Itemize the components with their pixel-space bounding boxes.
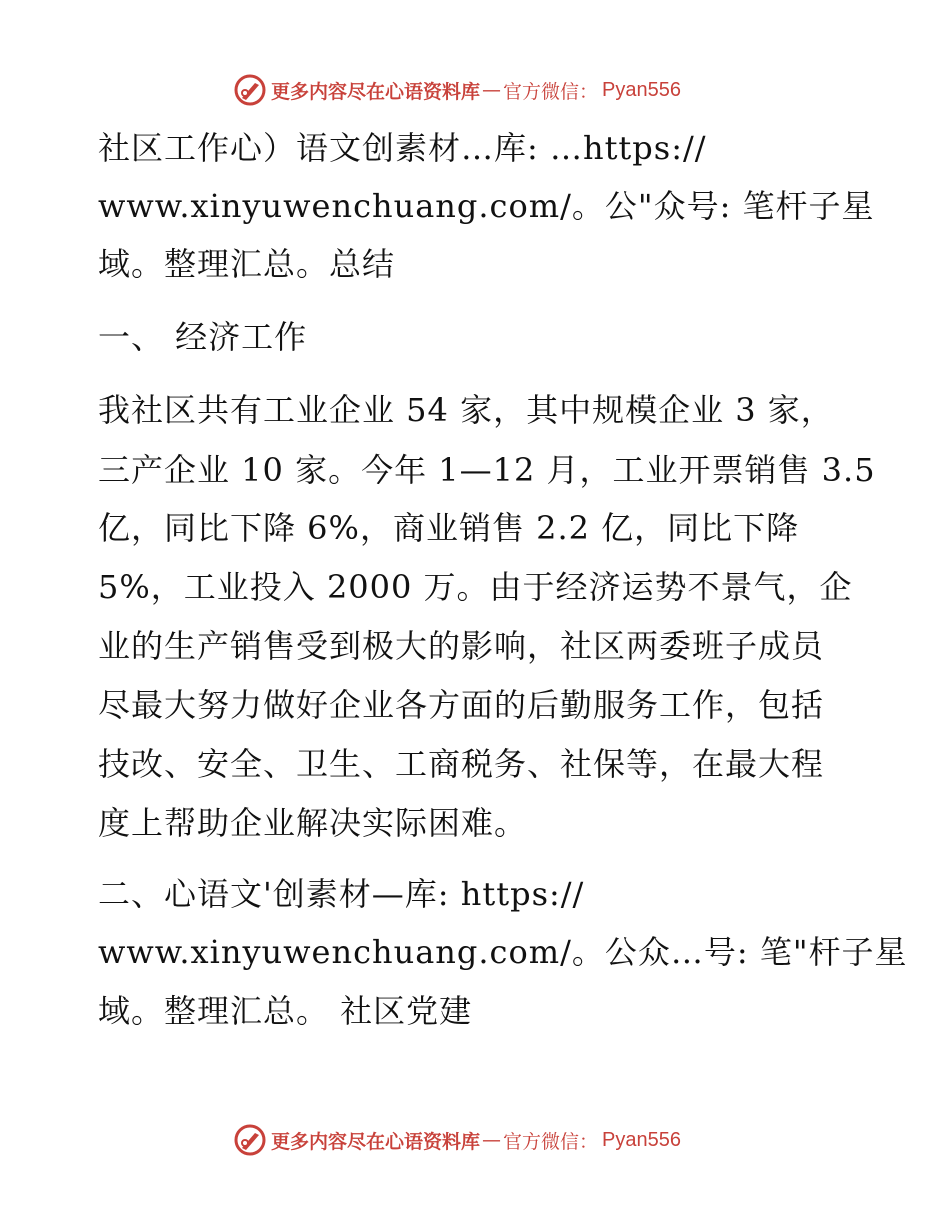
text-line: www.xinyuwenchuang.com/。公众…号: 笔"杆子星 xyxy=(98,933,908,971)
footer-banner xyxy=(233,1122,713,1158)
quill-pen-circle-icon xyxy=(233,73,267,107)
section-heading: 一、 经济工作 xyxy=(98,318,308,356)
banner-text: 更多内容尽在心语资料库 xyxy=(271,80,481,103)
text-line: 尽最大努力做好企业各方面的后勤服务工作，包括 xyxy=(98,686,825,724)
text-line: 社区工作心）语文创素材…库: …https:// xyxy=(98,129,707,167)
text-line: 5%，工业投入 2000 万。由于经济运势不景气，企 xyxy=(98,568,853,606)
text-line: 度上帮助企业解决实际困难。 xyxy=(98,804,528,842)
banner-wechat-label: 官方微信： xyxy=(503,80,599,103)
text-line: 亿，同比下降 6%，商业销售 2.2 亿，同比下降 xyxy=(98,509,800,547)
text-line: www.xinyuwenchuang.com/。公"众号: 笔杆子星 xyxy=(98,187,875,225)
text-line: 三产企业 10 家。今年 1—12 月，工业开票销售 3.5 xyxy=(98,451,876,489)
quill-pen-circle-icon xyxy=(233,1123,267,1157)
header-banner xyxy=(233,72,713,108)
banner-wechat-label: 官方微信： xyxy=(503,1130,599,1153)
text-line: 业的生产销售受到极大的影响，社区两委班子成员 xyxy=(98,627,825,665)
section-heading: 二、心语文'创素材—库: https:// xyxy=(98,875,585,913)
text-line: 我社区共有工业企业 54 家，其中规模企业 3 家， xyxy=(98,391,834,429)
text-line: 技改、安全、卫生、工商税务、社保等，在最大程 xyxy=(98,745,825,783)
banner-wechat-id: Pyan556 xyxy=(602,78,681,101)
banner-separator: — xyxy=(482,1129,502,1151)
banner-separator: — xyxy=(482,79,502,101)
text-line: 域。整理汇总。总结 xyxy=(98,245,396,283)
banner-text: 更多内容尽在心语资料库 xyxy=(271,1130,481,1153)
banner-wechat-id: Pyan556 xyxy=(602,1128,681,1151)
text-line: 域。整理汇总。 社区党建 xyxy=(98,992,473,1030)
